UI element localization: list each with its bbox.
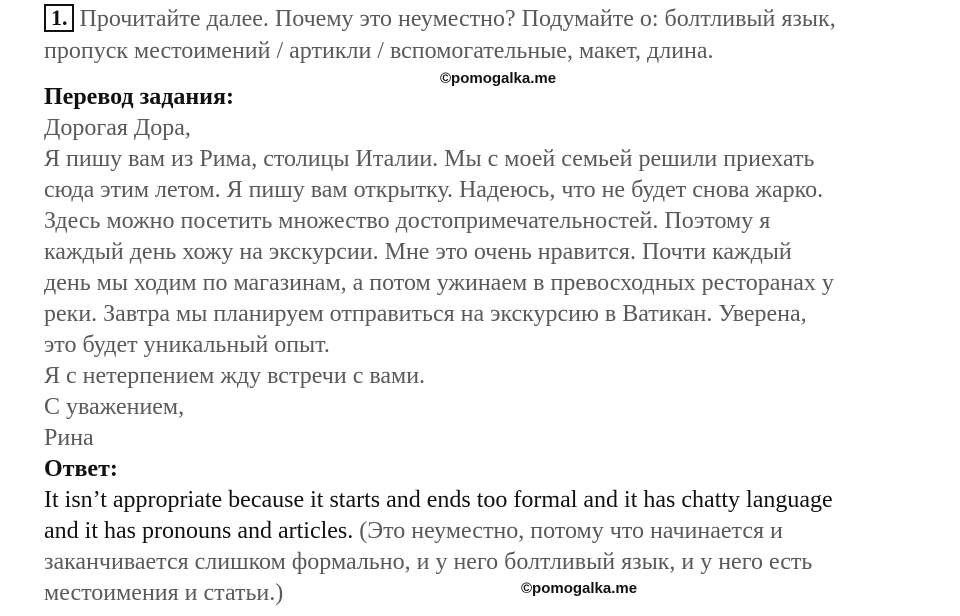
translation-line: сюда этим летом. Я пишу вам открытку. Надеюсь, что не будет снова жарко. xyxy=(44,177,824,203)
translation-line: каждый день хожу на экскурсии. Мне это очень нравится. Почти каждый xyxy=(44,239,792,265)
answer-line-3: заканчивается слишком формально, и у него болтливый язык, и у него есть xyxy=(44,549,813,575)
translation-line: Здесь можно посетить множество достопримечательностей. Поэтому я xyxy=(44,208,771,234)
translation-line: Я с нетерпением жду встречи с вами. xyxy=(44,363,426,389)
task-number-box: 1. xyxy=(44,4,74,32)
task-text-line-1: Прочитайте далее. Почему это неуместно? Подумайте о: болтливый язык, xyxy=(79,6,836,32)
translation-line: Я пишу вам из Рима, столицы Италии. Мы с моей семьей решили приехать xyxy=(44,146,815,172)
translation-heading: Перевод задания: xyxy=(44,84,234,110)
answer-line-4: местоимения и статьи.) xyxy=(44,580,284,606)
translation-line: Рина xyxy=(44,425,94,451)
answer-line-2 xyxy=(44,516,783,546)
answer-heading: Ответ: xyxy=(44,456,118,482)
watermark-top: ©pomogalka.me xyxy=(440,70,557,87)
translation-line: это будет уникальный опыт. xyxy=(44,332,330,358)
answer-russian-start: (Это неуместно, потому что начинается и xyxy=(353,518,783,544)
translation-line: Дорогая Дора, xyxy=(44,115,191,141)
task-line-1 xyxy=(44,4,836,34)
translation-line: день мы ходим по магазинам, а потом ужинаем в превосходных ресторанах у xyxy=(44,270,834,296)
answer-english-end: and it has pronouns and articles. xyxy=(44,518,354,544)
translation-line: реки. Завтра мы планируем отправиться на экскурсию в Ватикан. Уверена, xyxy=(44,301,807,327)
answer-line-1: It isn’t appropriate because it starts and ends too formal and it has chatty language xyxy=(44,487,833,513)
watermark-bottom: ©pomogalka.me xyxy=(521,580,638,597)
translation-line: С уважением, xyxy=(44,394,185,420)
task-text-line-2: пропуск местоимений / артикли / вспомогательные, макет, длина. xyxy=(44,38,714,64)
